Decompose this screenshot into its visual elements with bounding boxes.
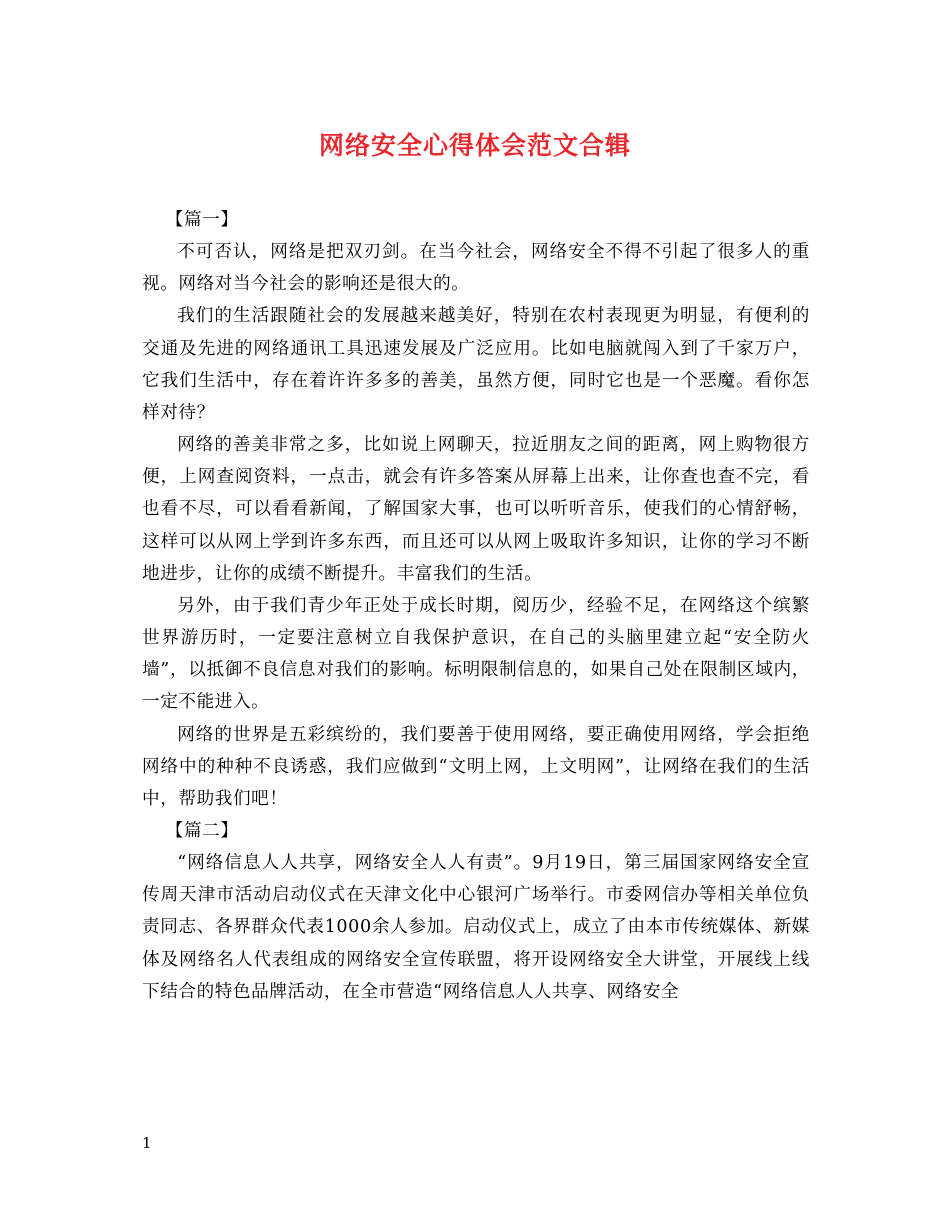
section-heading-2: 【篇二】: [165, 820, 239, 841]
paragraph: 网络的善美非常之多，比如说上网聊天，拉近朋友之间的距离，网上购物很方便，上网查阅资料，一点击，就会有许多答案从屏幕上出来，让你查也查不完，看也看不尽，可以看看新闻，了解国家大事，也可以听听音乐，使我们的心情舒畅，这样可以从网上学到许多东西，而且还可以从网上吸取许多知识，让你的学习不断地进步，让你的成绩不断提升。丰富我们的生活。: [142, 435, 810, 584]
paragraph: 不可否认，网络是把双刃剑。在当今社会，网络安全不得不引起了很多人的重视。网络对当今社会的影响还是很大的。: [142, 242, 810, 295]
page-number: 1: [142, 1134, 152, 1152]
section-heading-1: 【篇一】: [165, 210, 239, 230]
document-body: [142, 204, 810, 1008]
paragraph: 网络的世界是五彩缤纷的，我们要善于使用网络，要正确使用网络，学会拒绝网络中的种种不良诱惑，我们应做到“文明上网，上文明网”，让网络在我们的生活中，帮助我们吧！: [142, 724, 810, 809]
paragraph: 我们的生活跟随社会的发展越来越美好，特别在农村表现更为明显，有便利的交通及先进的网络通讯工具迅速发展及广泛应用。比如电脑就闯入到了千家万户，它我们生活中，存在着许许多多的善美，虽然方便，同时它也是一个恶魔。看你怎样对待？: [142, 306, 810, 423]
paragraph: “网络信息人人共享，网络安全人人有责”。9月19日，第三届国家网络安全宣传周天津市活动启动仪式在天津文化中心银河广场举行。市委网信办等相关单位负责同志、各界群众代表1000余人参加。启动仪式上，成立了由本市传统媒体、新媒体及网络名人代表组成的网络安全宣传联盟，将开设网络安全大讲堂，开展线上线下结合的特色品牌活动，在全市营造“网络信息人人共享、网络安全: [142, 853, 810, 1002]
document-title: 网络安全心得体会范文合辑: [318, 131, 631, 160]
paragraph: 另外，由于我们青少年正处于成长时期，阅历少，经验不足，在网络这个缤繁世界游历时，一定要注意树立自我保护意识，在自己的头脑里建立起“安全防火墙”，以抵御不良信息对我们的影响。标明限制信息的，如果自己处在限制区域内，一定不能进入。: [142, 595, 810, 713]
